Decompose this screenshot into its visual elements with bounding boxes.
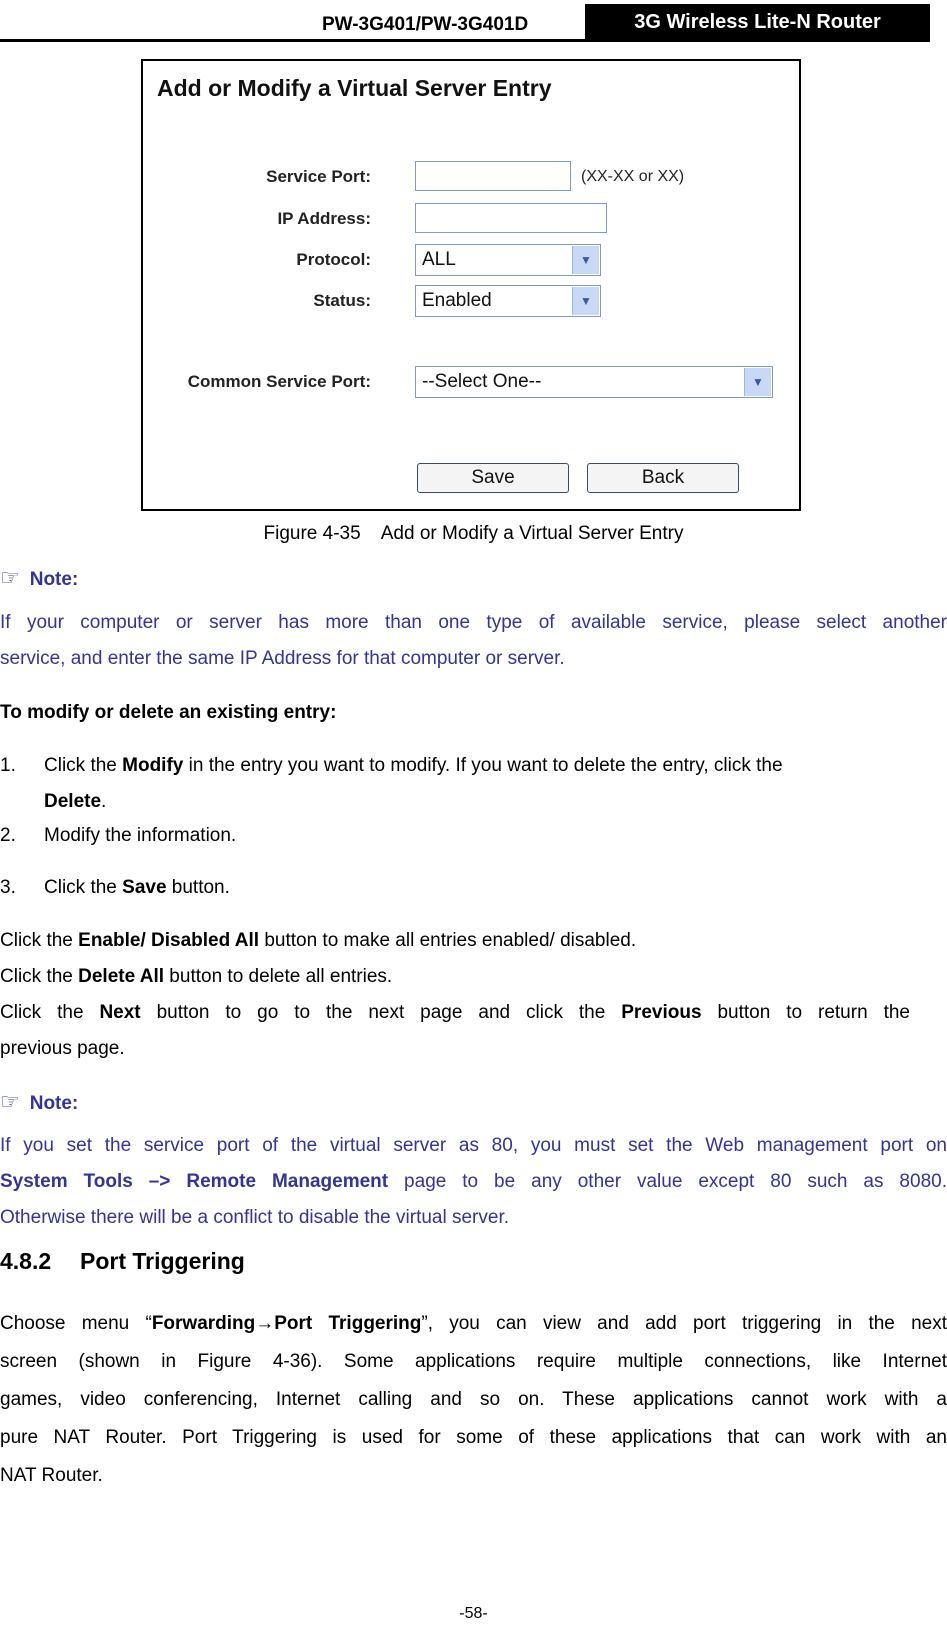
note-2-label: ☞ Note: xyxy=(0,1089,79,1114)
protocol-value: ALL xyxy=(422,249,456,270)
body-line-5: NAT Router. xyxy=(0,1465,103,1486)
page-number: -58- xyxy=(459,1605,488,1622)
page-header xyxy=(0,0,947,42)
pointing-hand-icon: ☞ xyxy=(0,1089,20,1114)
status-value: Enabled xyxy=(422,290,492,311)
body-line-3: games, video conferencing, Internet calling and so on. These applications cannot work with a xyxy=(0,1389,947,1410)
click-next-previous-cont: previous page. xyxy=(0,1038,125,1059)
back-button[interactable]: Back xyxy=(587,463,739,493)
ip-address-input[interactable] xyxy=(415,203,607,233)
header-model: PW-3G401/PW-3G401D xyxy=(322,14,529,35)
chevron-down-icon: ▼ xyxy=(572,246,599,274)
common-service-port-select[interactable] xyxy=(415,366,773,398)
click-delete-all: Click the Delete All button to delete all entries. xyxy=(0,966,393,987)
body-line-1: Choose menu “Forwarding→Port Triggering”, you can view and add port triggering in the next xyxy=(0,1313,947,1334)
note-2-line-2: System Tools –> Remote Management page to be any other value except 80 such as 8080. xyxy=(0,1171,947,1192)
save-button[interactable]: Save xyxy=(417,463,569,493)
click-enable-all: Click the Enable/ Disabled All button to make all entries enabled/ disabled. xyxy=(0,930,637,951)
service-port-hint: (XX-XX or XX) xyxy=(581,168,685,185)
body-line-2: screen (shown in Figure 4-36). Some applications require multiple connections, like Internet xyxy=(0,1351,947,1372)
chevron-down-icon: ▼ xyxy=(744,368,771,396)
service-port-input[interactable] xyxy=(415,161,571,191)
step-1: 1. Click the Modify in the entry you want to modify. If you want to delete the entry, click the xyxy=(0,755,783,776)
note-2-line-1: If you set the service port of the virtual server as 80, you must set the Web management port on xyxy=(0,1135,947,1156)
virtual-server-screenshot xyxy=(141,59,801,511)
pointing-hand-icon: ☞ xyxy=(0,565,20,590)
common-service-port-label: Common Service Port: xyxy=(187,372,371,391)
service-port-label: Service Port: xyxy=(266,167,371,186)
common-service-port-value: --Select One-- xyxy=(422,371,542,392)
header-product-tab: 3G Wireless Lite-N Router xyxy=(585,4,930,40)
note-1-line-1: If your computer or server has more than one type of available service, please select another xyxy=(0,612,947,633)
screenshot-title: Add or Modify a Virtual Server Entry xyxy=(157,75,552,101)
modify-heading: To modify or delete an existing entry: xyxy=(0,702,337,723)
section-heading: 4.8.2 Port Triggering xyxy=(0,1248,245,1274)
note-1-line-2: service, and enter the same IP Address for that computer or server. xyxy=(0,648,565,669)
body-line-4: pure NAT Router. Port Triggering is used for some of these applications that can work with an xyxy=(0,1427,947,1448)
note-2-line-3: Otherwise there will be a conflict to disable the virtual server. xyxy=(0,1207,510,1228)
note-1-label: ☞ Note: xyxy=(0,565,79,590)
chevron-down-icon: ▼ xyxy=(572,287,599,315)
step-2: 2. Modify the information. xyxy=(0,825,237,846)
step-3: 3. Click the Save button. xyxy=(0,877,230,898)
figure-caption: Figure 4-35 Add or Modify a Virtual Server Entry xyxy=(263,523,684,544)
step-1-cont: Delete. xyxy=(44,791,107,812)
protocol-select[interactable] xyxy=(415,244,601,276)
click-next-previous: Click the Next button to go to the next page and click the Previous button to return the xyxy=(0,1002,910,1023)
protocol-label: Protocol: xyxy=(296,250,371,269)
ip-address-label: IP Address: xyxy=(277,209,371,228)
status-select[interactable] xyxy=(415,285,601,317)
header-rule xyxy=(0,39,930,42)
status-label: Status: xyxy=(313,291,371,310)
